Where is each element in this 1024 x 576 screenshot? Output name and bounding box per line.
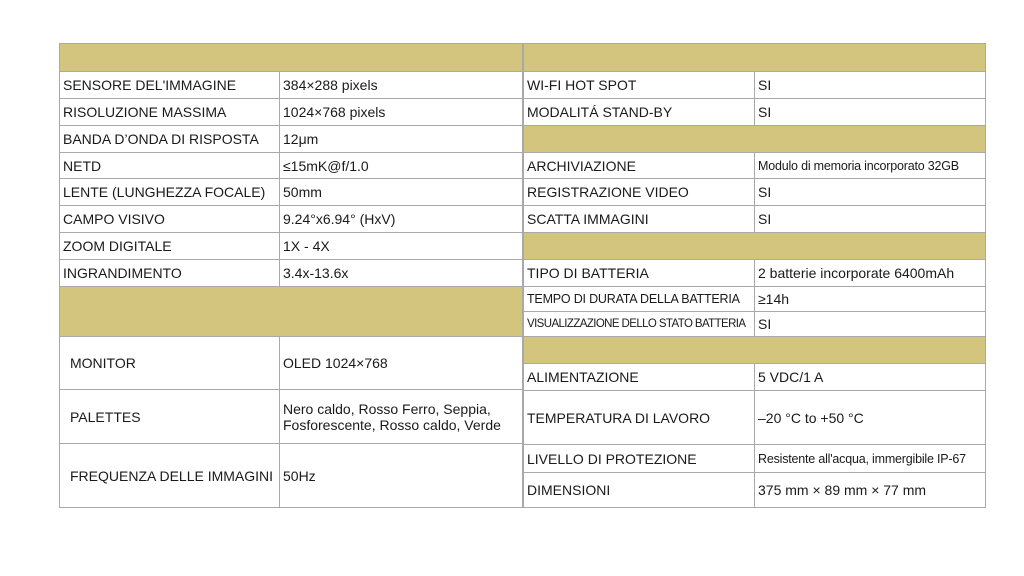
- spec-value: 3.4x-13.6x: [280, 260, 523, 287]
- spec-label: RISOLUZIONE MASSIMA: [60, 99, 280, 126]
- spec-row: [524, 72, 986, 99]
- spec-label: FREQUENZA DELLE IMMAGINI: [60, 444, 280, 508]
- spec-value: –20 °C to +50 °C: [755, 391, 986, 445]
- spec-label: BANDA D’ONDA DI RISPOSTA: [60, 126, 280, 153]
- spec-label: TIPO DI BATTERIA: [524, 260, 755, 287]
- spec-value: 9.24°x6.94° (HxV): [280, 206, 523, 233]
- section-header-wifi: [524, 44, 986, 72]
- spec-label: INGRANDIMENTO: [60, 260, 280, 287]
- spec-value: SI: [755, 206, 986, 233]
- section-header-storage: [524, 126, 986, 153]
- specs-table-right: [523, 43, 986, 508]
- spec-label: SENSORE DEL'IMMAGINE: [60, 72, 280, 99]
- spec-row: [524, 260, 986, 287]
- spec-label: VISUALIZZAZIONE DELLO STATO BATTERIA: [524, 312, 755, 337]
- spec-value: 5 VDC/1 A: [755, 364, 986, 391]
- spec-label: WI-FI HOT SPOT: [524, 72, 755, 99]
- spec-row: [524, 473, 986, 508]
- spec-label: SCATTA IMMAGINI: [524, 206, 755, 233]
- spec-label: ARCHIVIAZIONE: [524, 153, 755, 179]
- spec-row: [60, 233, 523, 260]
- spec-value: ≥14h: [755, 287, 986, 312]
- spec-label: TEMPERATURA DI LAVORO: [524, 391, 755, 445]
- spec-label: MODALITÁ STAND-BY: [524, 99, 755, 126]
- spec-value: 50mm: [280, 179, 523, 206]
- spec-row: [60, 72, 523, 99]
- spec-value: 1X - 4X: [280, 233, 523, 260]
- spec-label: LIVELLO DI PROTEZIONE: [524, 445, 755, 473]
- spec-value: 384×288 pixels: [280, 72, 523, 99]
- spec-row: [524, 391, 986, 445]
- spec-value: Resistente all'acqua, immergibile IP-67: [755, 445, 986, 473]
- section-header-display: [60, 287, 523, 337]
- section-header-battery: [524, 233, 986, 260]
- spec-row: [60, 260, 523, 287]
- spec-value: 50Hz: [280, 444, 523, 508]
- spec-value: OLED 1024×768: [280, 337, 523, 390]
- spec-value: 2 batterie incorporate 6400mAh: [755, 260, 986, 287]
- spec-value: SI: [755, 179, 986, 206]
- spec-value: Nero caldo, Rosso Ferro, Seppia, Fosforescente, Rosso caldo, Verde: [280, 390, 523, 444]
- spec-row: [524, 179, 986, 206]
- section-band: [60, 44, 523, 72]
- spec-row: [60, 337, 523, 390]
- spec-value: 12μm: [280, 126, 523, 153]
- section-band: [524, 44, 986, 72]
- spec-value: 1024×768 pixels: [280, 99, 523, 126]
- spec-label: ALIMENTAZIONE: [524, 364, 755, 391]
- spec-label: TEMPO DI DURATA DELLA BATTERIA: [524, 287, 755, 312]
- section-band: [524, 337, 986, 364]
- spec-label: REGISTRAZIONE VIDEO: [524, 179, 755, 206]
- spec-value: SI: [755, 72, 986, 99]
- spec-label: ZOOM DIGITALE: [60, 233, 280, 260]
- spec-row: [60, 126, 523, 153]
- spec-row: [524, 445, 986, 473]
- section-band: [60, 287, 523, 337]
- section-band: [524, 233, 986, 260]
- spec-value: Modulo di memoria incorporato 32GB: [755, 153, 986, 179]
- spec-row: [524, 99, 986, 126]
- spec-row: [60, 206, 523, 233]
- spec-row: [60, 99, 523, 126]
- spec-label: PALETTES: [60, 390, 280, 444]
- spec-row: [524, 153, 986, 179]
- spec-row: [60, 444, 523, 508]
- spec-label: CAMPO VISIVO: [60, 206, 280, 233]
- section-header-sensor: [60, 44, 523, 72]
- spec-label: LENTE (LUNGHEZZA FOCALE): [60, 179, 280, 206]
- spec-label: NETD: [60, 153, 280, 179]
- spec-row: [524, 312, 986, 337]
- spec-row: [60, 153, 523, 179]
- spec-label: MONITOR: [60, 337, 280, 390]
- spec-value: ≤15mK@f/1.0: [280, 153, 523, 179]
- spec-value: SI: [755, 312, 986, 337]
- spec-row: [60, 390, 523, 444]
- spec-value: SI: [755, 99, 986, 126]
- spec-row: [60, 179, 523, 206]
- spec-label: DIMENSIONI: [524, 473, 755, 508]
- section-header-power: [524, 337, 986, 364]
- specs-table-left: [59, 43, 523, 508]
- section-band: [524, 126, 986, 153]
- spec-row: [524, 287, 986, 312]
- spec-row: [524, 364, 986, 391]
- spec-row: [524, 206, 986, 233]
- spec-value: 375 mm × 89 mm × 77 mm: [755, 473, 986, 508]
